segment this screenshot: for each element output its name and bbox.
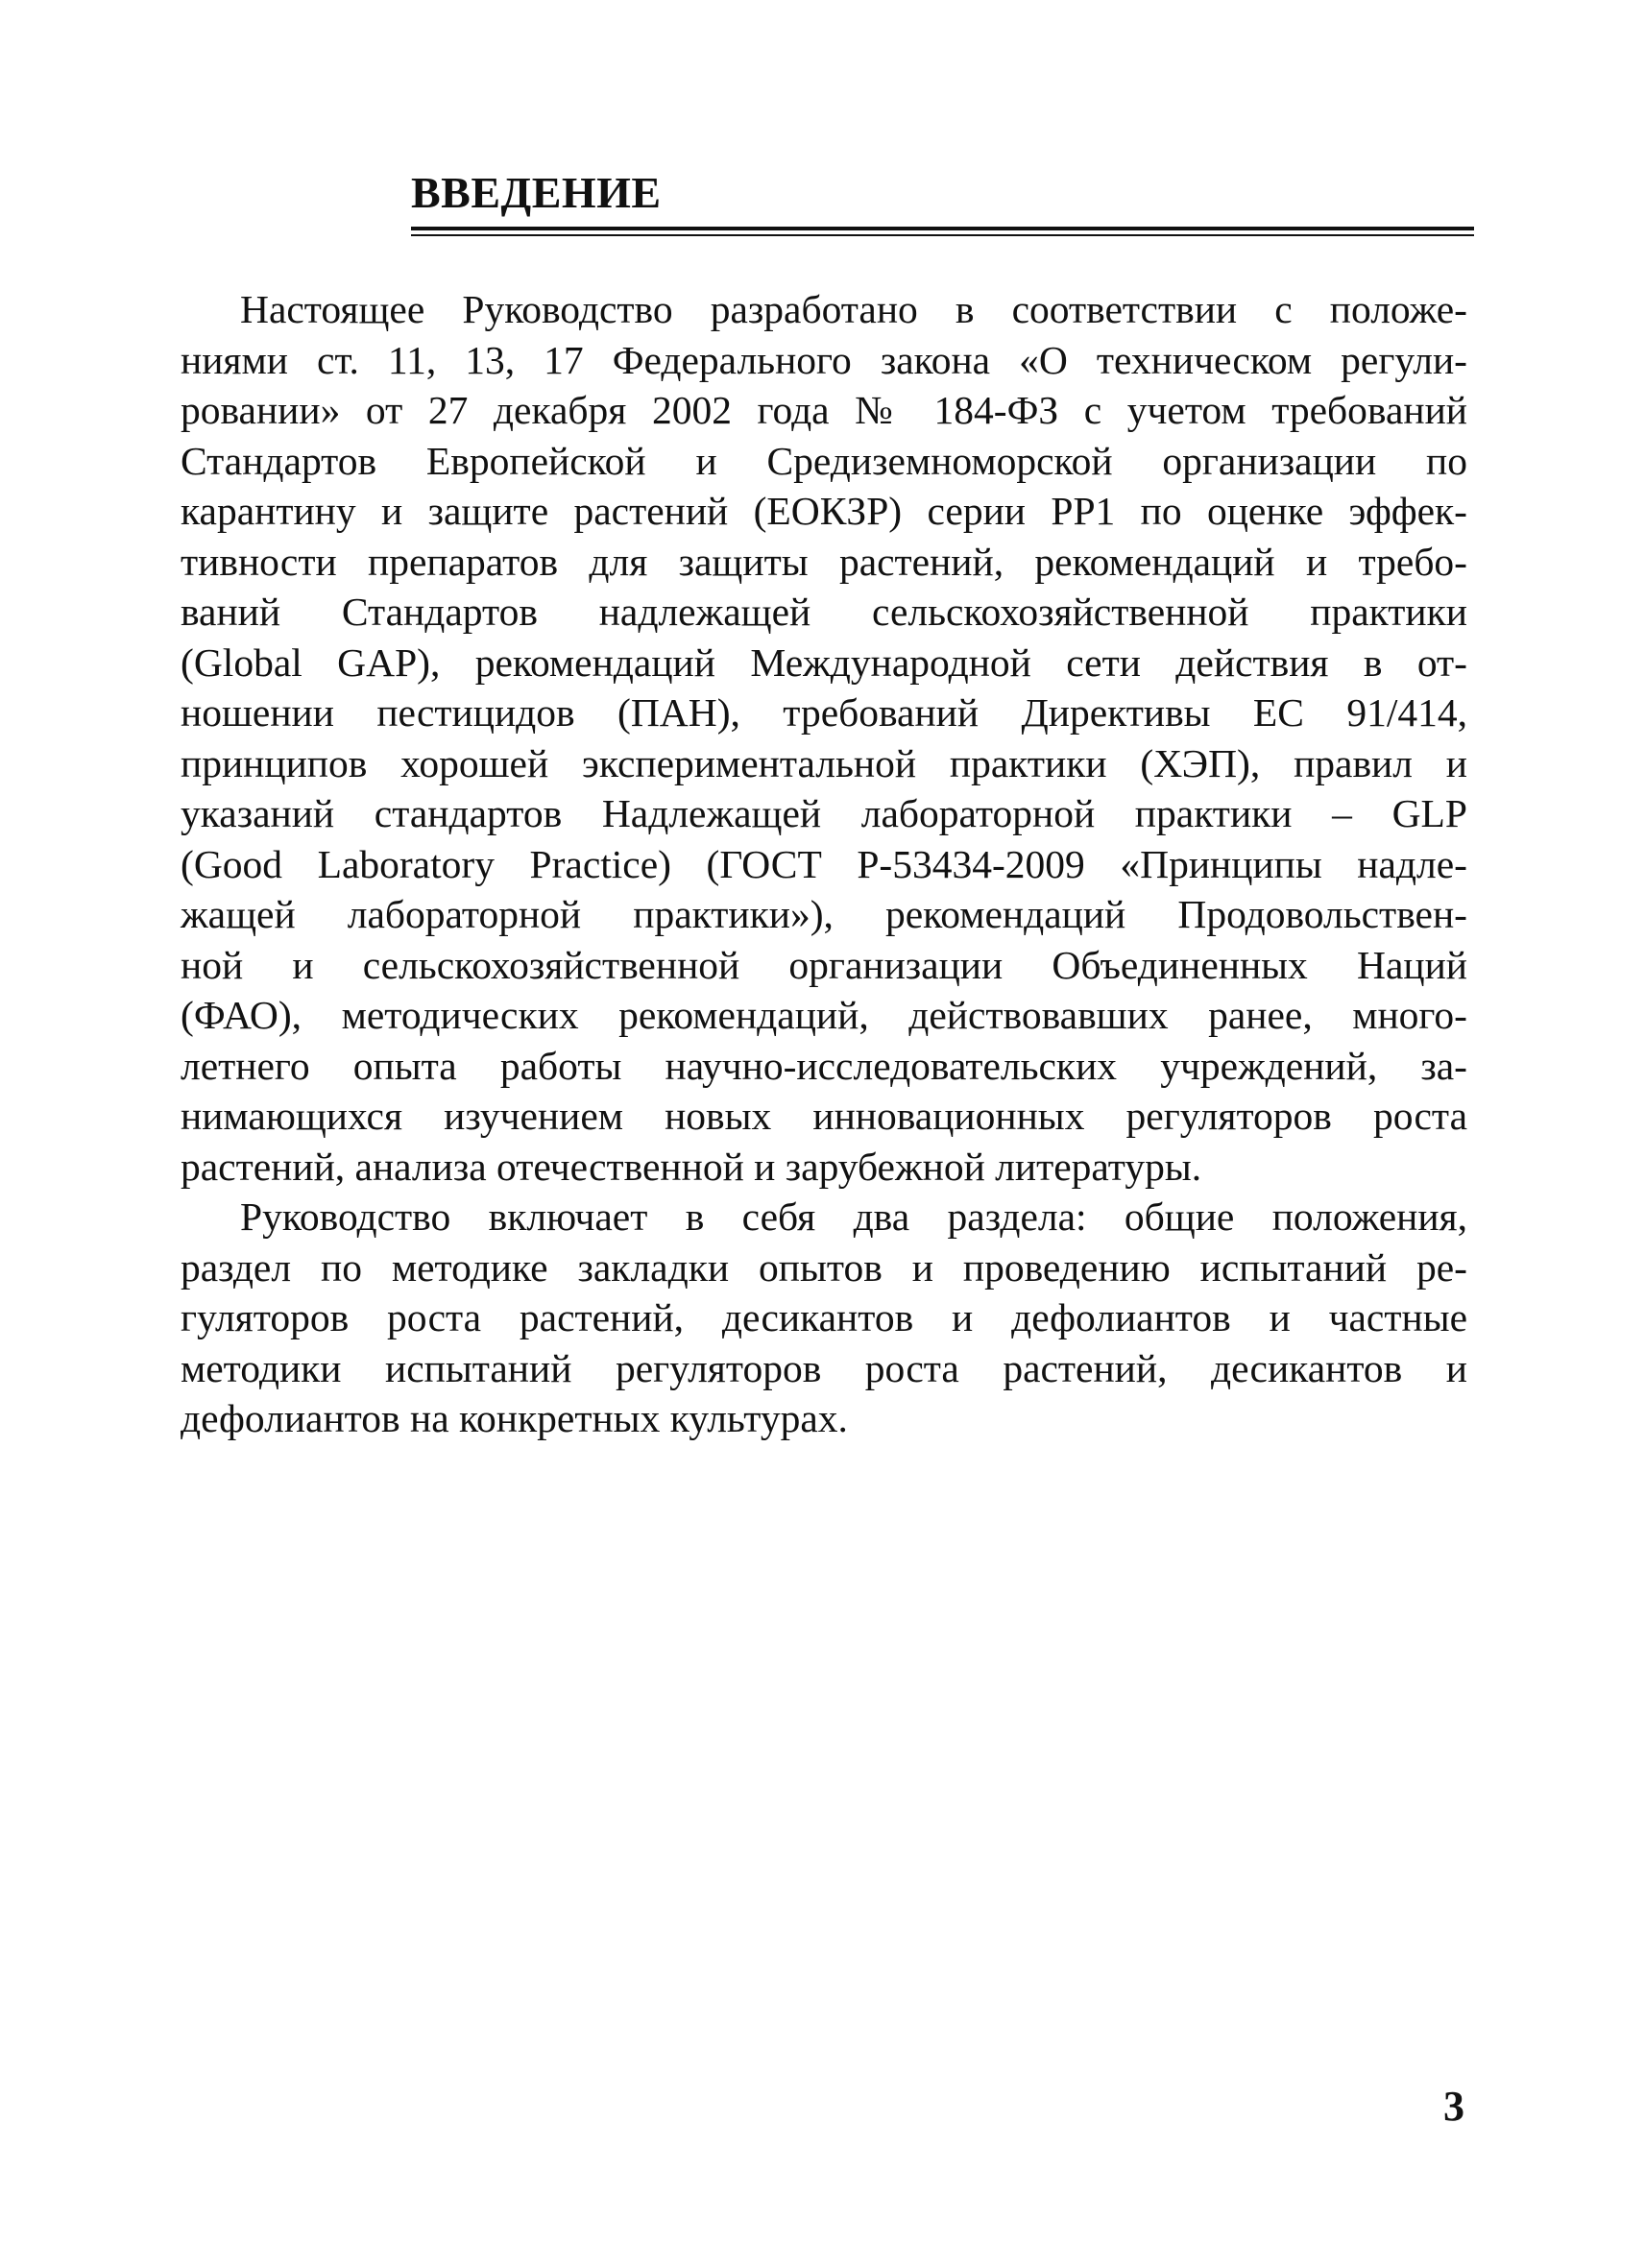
paragraph-2 [181,1192,1467,1444]
text-line: летнего опыта работы научно-исследовательских учреждений, за- [181,1043,1467,1088]
text-line: ной и сельскохозяйственной организации Объединенных Наций [181,942,1467,987]
body-text [181,284,1467,1444]
text-line: принципов хорошей экспериментальной практики (ХЭП), правил и [181,740,1467,785]
text-line: ниями ст. 11, 13, 17 Федерального закона «О техническом регули- [181,337,1467,382]
paragraph-1 [181,284,1467,1192]
heading-double-rule [411,227,1474,238]
text-line: указаний стандартов Надлежащей лабораторной практики – GLP [181,791,1467,835]
text-line: нимающихся изучением новых инновационных регуляторов роста [181,1094,1467,1138]
text-line: тивности препаратов для защиты растений, рекомендаций и требо- [181,539,1467,584]
text-line: Настоящее Руководство разработано в соответствии с положе- [240,287,1467,331]
text-line: Руководство включает в себя два раздела: общие положения, [240,1194,1467,1239]
section-heading [411,165,1474,238]
heading-rule-thin [411,234,1474,236]
text-line: гуляторов роста растений, десикантов и дефолиантов и частные [181,1295,1467,1339]
text-line: ношении пестицидов (ПАН), требований Директивы ЕС 91/414, [181,690,1467,735]
text-line: жащей лабораторной практики»), рекомендаций Продовольствен- [181,892,1467,936]
text-line: (Global GAP), рекомендаций Международной сети действия в от- [181,639,1467,685]
text-line: Стандартов Европейской и Средиземноморской организации по [181,438,1467,483]
text-line: дефолиантов на конкретных культурах. [181,1396,848,1440]
text-line: (Good Laboratory Practice) (ГОСТ Р-53434-2009 «Принципы надле- [181,841,1467,886]
page-number: 3 [1443,2083,1464,2130]
text-line: карантину и защите растений (ЕОКЗР) серии РР1 по оценке эффек- [181,489,1467,533]
heading-rule-thick [411,227,1474,230]
text-line: (ФАО), методических рекомендаций, действовавших ранее, много- [181,993,1467,1037]
text-line: растений, анализа отечественной и зарубежной литературы. [181,1144,1202,1189]
text-line: ваний Стандартов надлежащей сельскохозяйственной практики [181,590,1467,634]
text-line: методики испытаний регуляторов роста растений, десикантов и [181,1345,1467,1390]
text-line: ровании» от 27 декабря 2002 года № 184-ФЗ с учетом требований [181,388,1467,432]
section-title: ВВЕДЕНИЕ [411,168,662,217]
text-line: раздел по методике закладки опытов и проведению испытаний ре- [181,1244,1467,1290]
